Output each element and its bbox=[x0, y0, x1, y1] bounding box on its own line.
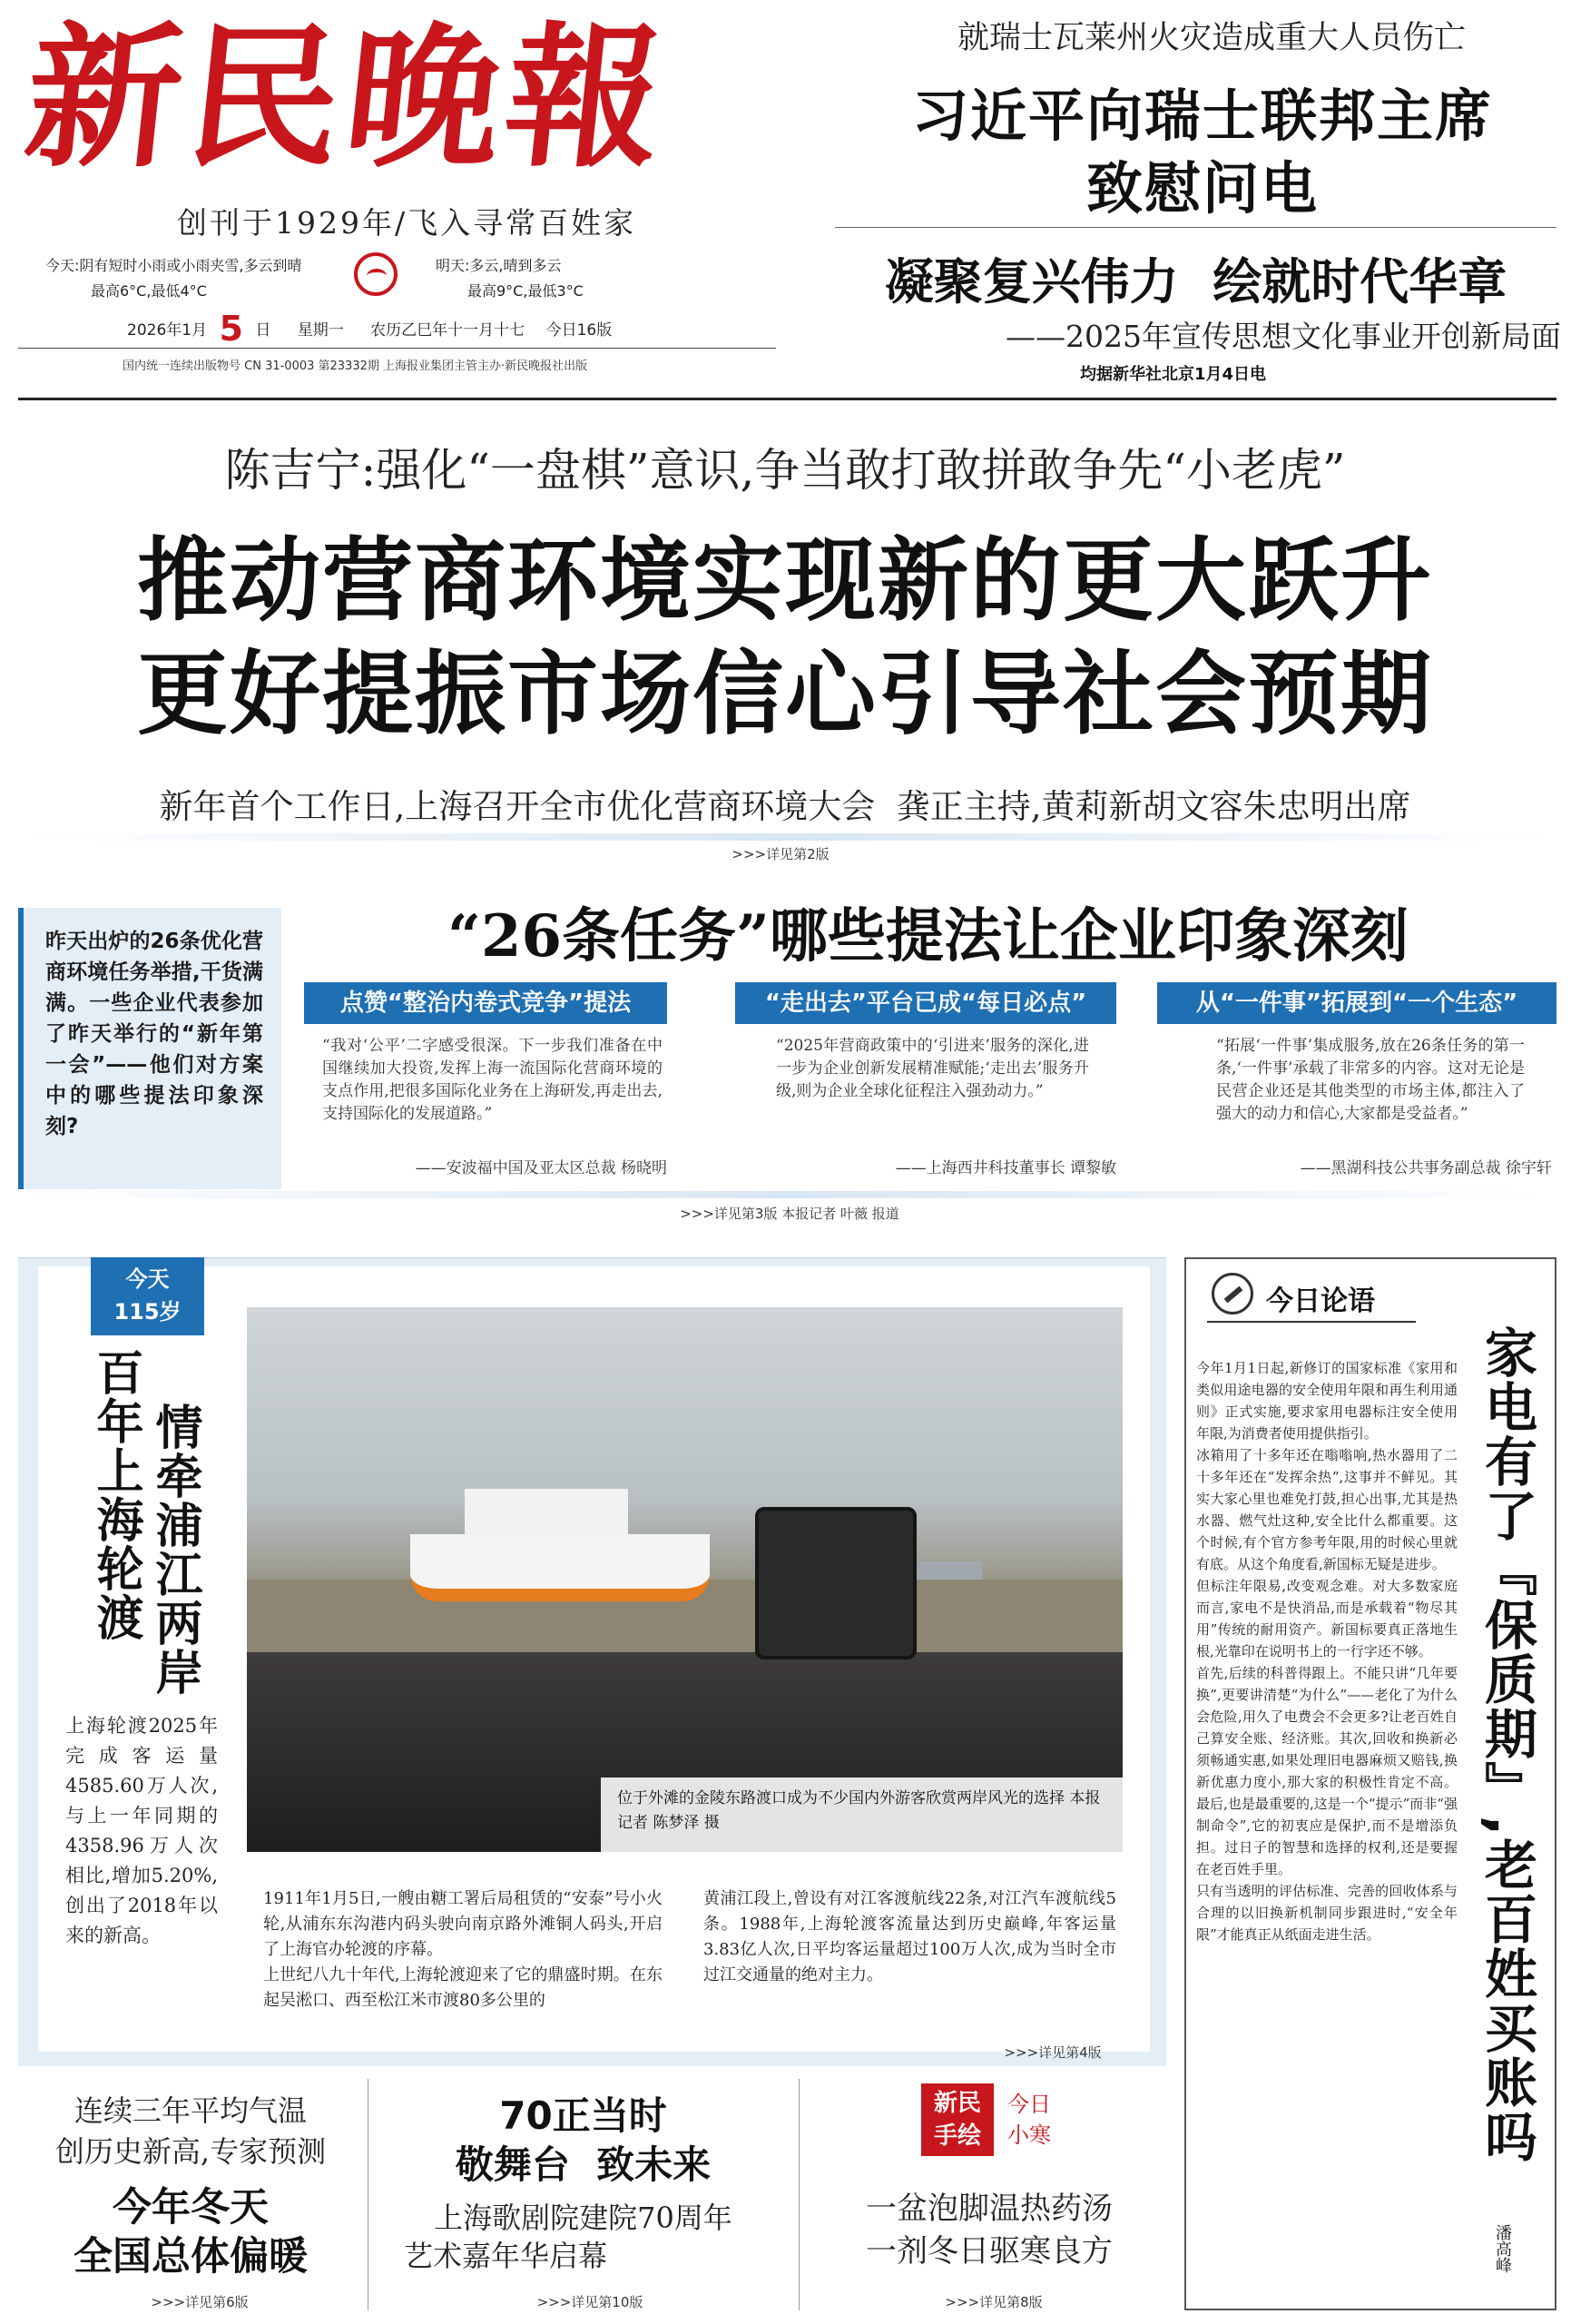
task26-attrib-2: ——上海西井科技董事长 谭黎敏 bbox=[895, 1159, 1116, 1177]
editorial-pen-icon bbox=[1212, 1273, 1253, 1315]
registration-line: 国内统一连续出版物号 CN 31-0003 第23332期 上海报业集团主管主办·新民晚报社出版 bbox=[123, 359, 588, 373]
opera-headline-2[interactable]: 敬舞台 致未来 bbox=[455, 2142, 712, 2187]
weather-see-more-link[interactable]: >>>详见第6版 bbox=[151, 2294, 249, 2310]
lead-headline-2[interactable]: 更好提振市场信心引导社会预期 bbox=[137, 641, 1433, 747]
date-year-month: 2026年1月 bbox=[127, 321, 208, 340]
age-badge bbox=[91, 1257, 204, 1335]
ferry-stats bbox=[65, 1711, 218, 1951]
weekday: 星期一 bbox=[297, 321, 344, 340]
hand-drawn-logo-text: 新民手绘 bbox=[933, 2090, 981, 2150]
ferry-see-more-link[interactable]: >>>详见第4版 bbox=[1004, 2044, 1102, 2061]
culture-subtitle: ——2025年宣传思想文化事业开创新局面 bbox=[1006, 319, 1561, 354]
ferry-photo bbox=[247, 1307, 1123, 1852]
masthead-divider bbox=[18, 348, 776, 349]
xi-headline-1[interactable]: 习近平向瑞士联邦主席 bbox=[911, 83, 1493, 149]
task26-attrib-1: ——安波福中国及亚太区总裁 杨晓明 bbox=[415, 1159, 667, 1177]
photo-caption: 位于外滩的金陵东路渡口成为不少国内外游客欣赏两岸风光的选择 本报记者 陈梦泽 摄 bbox=[617, 1789, 1101, 1832]
weather-tomorrow-temp: 最高9°C,最低3°C bbox=[467, 282, 584, 300]
weather-kicker-2: 创历史新高,专家预测 bbox=[54, 2134, 327, 2169]
lead-headline-1[interactable]: 推动营商环境实现新的更大跃升 bbox=[137, 527, 1433, 634]
newspaper-logo: 新民晚報 bbox=[17, 7, 676, 189]
xinhua-source: 均据新华社北京1月4日电 bbox=[1080, 365, 1267, 384]
culture-headline[interactable]: 凝聚复兴伟力 绘就时代华章 bbox=[884, 253, 1507, 310]
hand-drawn-logo bbox=[921, 2083, 994, 2156]
footbath-see-more-link[interactable]: >>>详见第8版 bbox=[945, 2294, 1043, 2310]
task26-tag-1: 点赞“整治内卷式竞争”提法 bbox=[304, 982, 667, 1024]
weather-headline-2[interactable]: 全国总体偏暖 bbox=[74, 2234, 308, 2280]
footbath-line-1: 一盆泡脚温热药汤 bbox=[866, 2191, 1113, 2227]
lunar-date: 农历乙巳年十一月十七 bbox=[370, 321, 525, 340]
weather-kicker-1: 连续三年平均气温 bbox=[74, 2093, 307, 2128]
task26-tag-3: 从“一件事”拓展到“一个生态” bbox=[1157, 982, 1556, 1024]
task26-quote-2: “2025年营商政策中的‘引进来’服务的深化,进一步为企业创新发展精准赋能;‘走出去’服务升级,则为企业全球化征程注入强劲动力。” bbox=[776, 1037, 1089, 1100]
issue-date-line bbox=[127, 309, 612, 349]
lead-see-more-link[interactable]: >>>详见第2版 bbox=[731, 846, 830, 862]
bottom-divider-2 bbox=[799, 2079, 800, 2310]
slogan: 创刊于1929年/飞入寻常百姓家 bbox=[177, 205, 637, 241]
task26-quote-1: “我对‘公平’二字感受很深。下一步我们准备在中国继续加大投资,发挥上海一流国际化营商环境的支点作用,把很多国际化业务在上海研发,再走出去,支持国际化的发展道路。” bbox=[322, 1037, 663, 1123]
editorial-headline[interactable]: 家电有了『保质期』,老百姓买账吗 bbox=[1476, 1325, 1537, 2165]
task26-tag-2: “走出去”平台已成“每日必点” bbox=[735, 982, 1116, 1024]
solar-term-tag-2: 小寒 bbox=[1007, 2122, 1051, 2148]
age-badge-value: 115岁 bbox=[113, 1299, 182, 1324]
task26-intro: 昨天出炉的26条优化营商环境任务举措,干货满满。一些企业代表参加了昨天举行的“新年第一会”——他们对方案中的哪些提法印象深刻? bbox=[45, 930, 263, 1138]
page-count: 今日16版 bbox=[545, 321, 613, 340]
weather-today: 今天:阴有短时小雨或小雨夹雪,多云到晴 bbox=[45, 257, 302, 274]
age-badge-label: 今天 bbox=[125, 1266, 170, 1292]
solar-term-tag-1: 今日 bbox=[1007, 2092, 1051, 2117]
weather-today-temp: 最高6°C,最低4°C bbox=[91, 282, 207, 300]
top-right-divider bbox=[835, 227, 1556, 228]
opera-see-more-link[interactable]: >>>详见第10版 bbox=[536, 2294, 643, 2310]
editorial-label: 今日论语 bbox=[1266, 1285, 1375, 1317]
ferry-body-col2: 黄浦江段上,曾设有对江客渡航线22条,对江汽车渡航线5条。1988年,上海轮渡客流量达到历史巅峰,年客运量3.83亿人次,日平均客运量超过100万人次,成为当时全市过江交通量的绝对主力。 bbox=[703, 1889, 1116, 1984]
ferry-stats-text: 上海轮渡2025年完成客运量4585.60万人次,与上一年同期的4358.96万人次相比,增加5.20%,创出了2018年以来的新高。 bbox=[65, 1715, 218, 1946]
opera-subtitle-2: 艺术嘉年华启幕 bbox=[404, 2239, 608, 2273]
weather-headline-1[interactable]: 今年冬天 bbox=[113, 2185, 269, 2230]
ferry-title-left[interactable]: 百年上海轮渡 bbox=[88, 1348, 142, 1642]
editorial-author: 潘高峰 bbox=[1493, 2224, 1512, 2273]
date-day: 5 bbox=[219, 309, 243, 349]
task26-attrib-3: ——黑湖科技公共事务副总裁 徐宇轩 bbox=[1300, 1159, 1552, 1177]
task26-see-more-link[interactable]: >>>详见第3版 本报记者 叶薇 报道 bbox=[680, 1206, 899, 1222]
footbath-line-2: 一剂冬日驱寒良方 bbox=[866, 2233, 1113, 2270]
task26-headline[interactable]: “26条任务”哪些提法让企业印象深刻 bbox=[447, 902, 1409, 970]
date-day-suffix: 日 bbox=[255, 321, 271, 340]
ferry-title-right[interactable]: 情牵浦江两岸 bbox=[147, 1403, 201, 1697]
ferry-body-col1: 1911年1月5日,一艘由糖工署后局租赁的“安泰”号小火轮,从浦东东沟港内码头驶向南京路外滩铜人码头,开启了上海官办轮渡的序幕。 上世纪八九十年代,上海轮渡迎来了它的鼎盛时期。在东起吴淞口、西至松江米市渡80多公里的 bbox=[263, 1889, 663, 2010]
task26-divider bbox=[18, 1191, 1556, 1198]
opera-headline-1[interactable]: 70正当时 bbox=[499, 2093, 667, 2138]
task26-quote-3: “拓展‘一件事’集成服务,放在26条任务的第一条,‘一件事’承载了非常多的内容。这对无论是民营企业还是其他类型的市场主体,都注入了强大的动力和信心,大家都是受益者。” bbox=[1216, 1037, 1525, 1123]
lead-subtitle: 新年首个工作日,上海召开全市优化营商环境大会 龚正主持,黄莉新胡文容朱忠明出席 bbox=[159, 787, 1411, 826]
xi-kicker: 就瑞士瓦莱州火灾造成重大人员伤亡 bbox=[957, 20, 1466, 56]
weather-logo-icon bbox=[354, 252, 398, 296]
photo-ferry-boat bbox=[410, 1489, 710, 1598]
opera-subtitle-1: 上海歌剧院建院70周年 bbox=[434, 2201, 732, 2235]
weather-tomorrow: 明天:多云,晴到多云 bbox=[436, 257, 562, 274]
lead-kicker: 陈吉宁:强化“一盘棋”意识,争当敢打敢拼敢争先“小老虎” bbox=[224, 444, 1346, 497]
masthead-bottom-rule bbox=[18, 398, 1556, 400]
photo-phone bbox=[755, 1507, 917, 1659]
xi-headline-2[interactable]: 致慰问电 bbox=[1085, 155, 1319, 222]
lead-divider bbox=[18, 833, 1556, 841]
editorial-body: 今年1月1日起,新修订的国家标准《家用和类似用途电器的安全使用年限和再生利用通则》正式实施,要求家用电器标注安全使用年限,为消费者使用提供指引。 冰箱用了十多年还在嗡嗡响,热水器用了二十多年还在“发挥余热”,这事并不鲜见。其实大家心里也难免打鼓,担心出事,尤其是热水器、燃气灶这种,安全比什么都重要。这个时候,有个官方参考年限,用的时候心里就有底。从这个角度看,新国标无疑是进步。 但标注年限易,改变观念难。对大多数家庭而言,家电不是快消品,而是承载着“物尽其用”传统的耐用资产。新国标要真正落地生根,光靠印在说明书上的一行字还不够。 首先,后续的科普得跟上。不能只讲“几年要换”,更要讲清楚“为什么”——老化了为什么会危险,用久了电费会不会更多?让老百姓自己算安全账、经济账。其次,回收和换新必须畅通实惠,如果处理旧电器麻烦又赔钱,换新优惠力度小,那大家的积极性肯定不高。最后,也是最重要的,这是一个“提示”而非“强制命令”,它的初衷应是保护,而不是增添负担。过日子的智慧和选择的权利,还是要握在老百姓手里。 只有当透明的评估标准、完善的回收体系与合理的以旧换新机制同步跟进时,“安全年限”才能真正从纸面走进生活。 bbox=[1196, 1360, 1458, 1943]
